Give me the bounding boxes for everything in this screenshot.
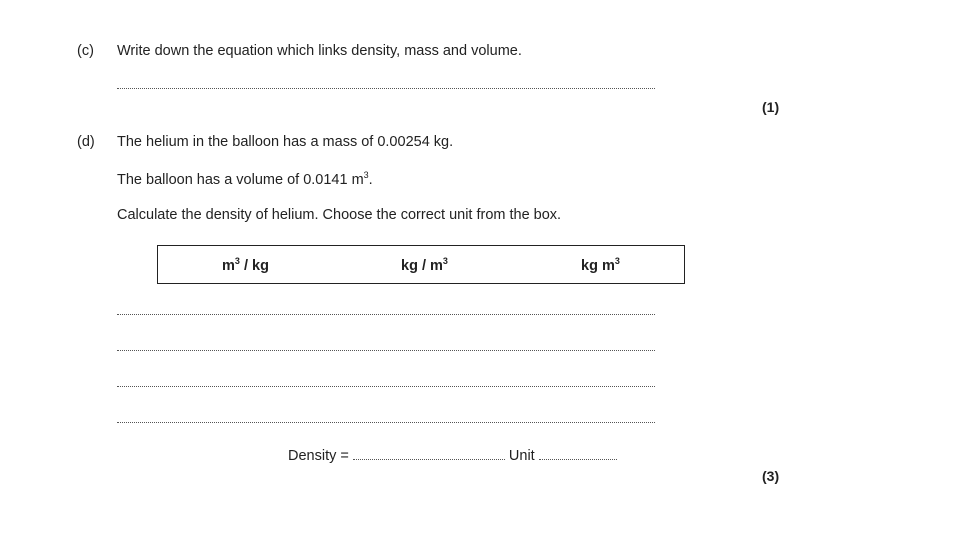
density-answer-row (288, 448, 617, 464)
part-c-label: (c) (77, 43, 94, 59)
working-line-2[interactable] (117, 350, 655, 351)
part-d-marks: (3) (762, 468, 780, 484)
unit-label: Unit (504, 448, 539, 464)
unit-answer-field[interactable] (539, 459, 617, 460)
unit-choice-box (157, 245, 685, 284)
density-answer-field[interactable] (353, 459, 505, 460)
working-line-4[interactable] (117, 422, 655, 423)
density-label: Density = (288, 448, 353, 464)
part-d-volume-statement (117, 172, 373, 188)
part-c-question: Write down the equation which links density, mass and volume. (117, 43, 522, 59)
volume-exponent: 3 (363, 170, 369, 180)
unit-option-1[interactable]: $m^3$ / kg (222, 256, 269, 274)
part-d-mass-statement: The helium in the balloon has a mass of 0.00254 kg. (117, 134, 454, 150)
part-d-instruction: Calculate the density of helium. Choose the correct unit from the box. (117, 207, 562, 223)
working-line-3[interactable] (117, 386, 655, 387)
part-d-label: (d) (77, 134, 95, 150)
part-c-marks: (1) (762, 99, 780, 115)
volume-period: . (368, 172, 373, 188)
unit-option-2[interactable]: kg / $m^3$ (401, 256, 448, 274)
unit-option-3[interactable]: kg $m^3$ (581, 256, 620, 274)
answer-line-c[interactable] (117, 88, 655, 89)
working-line-1[interactable] (117, 314, 655, 315)
volume-text: The balloon has a volume of 0.0141 m (117, 172, 364, 188)
